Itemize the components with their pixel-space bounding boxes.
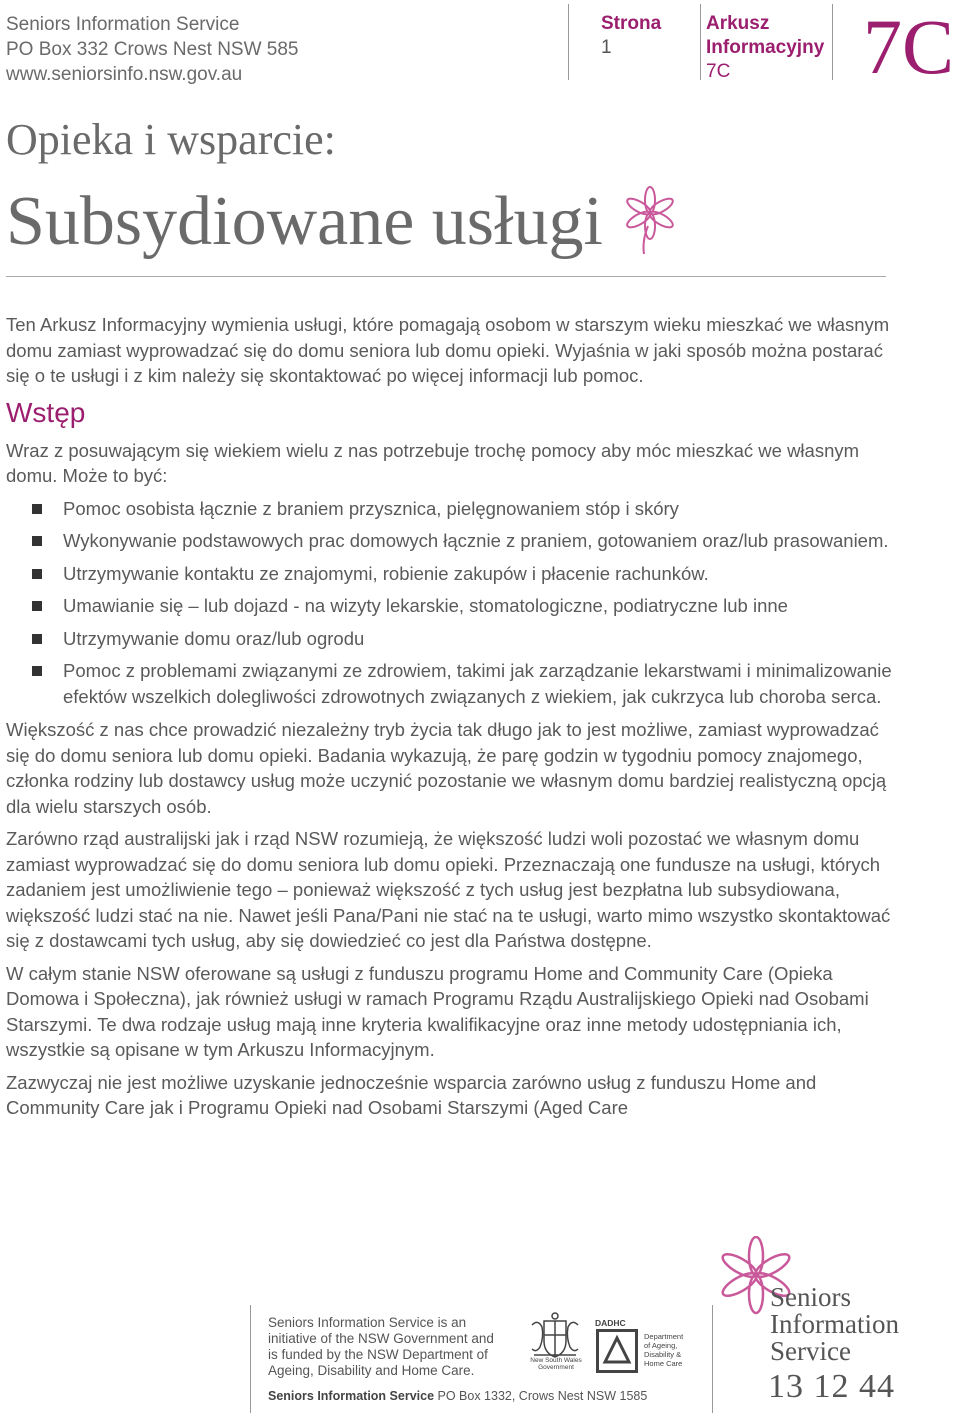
list-item-text: Umawianie się – lub dojazd - na wizyty lekarskie, stomatologiczne, podiatryczne lub inne bbox=[63, 595, 788, 616]
sheet-label-line1: Arkusz bbox=[706, 13, 770, 34]
logo-line: Seniors bbox=[770, 1282, 851, 1312]
org-name: Seniors Information Service bbox=[6, 14, 240, 35]
intro-paragraph: Ten Arkusz Informacyjny wymienia usługi, które pomagają osobom w starszym wieku mieszkać we własnym domu zamiast wyprowadzać się do domu seniora lub domu opieki. Wyjaśnia w jaki sposób można postarać się o te usługi i z kim należy się skontaktować po więcej informacji lub pomoc. bbox=[6, 314, 890, 386]
logo-wordmark bbox=[770, 1284, 899, 1365]
list-item bbox=[6, 593, 896, 619]
flower-icon bbox=[622, 186, 678, 256]
section-intro: Wraz z posuwającym się wiekiem wielu z nas potrzebuje trochę pomocy aby móc mieszkać we własnym domu. Może to być: bbox=[6, 439, 860, 486]
sheet-label-line2: Informacyjny bbox=[706, 37, 825, 58]
footer-address bbox=[268, 1389, 647, 1403]
footer-line: is funded by the NSW Department of bbox=[268, 1347, 488, 1362]
sheet-number: 7C bbox=[706, 61, 731, 82]
body-paragraph: W całym stanie NSW oferowane są usługi z funduszu programu Home and Community Care (Opieka Domowa i Społeczna), jak również usługi w ramach Programu Rządu Australijskiego Opieki nad Osobami Starszymi. Te dwa rodzaje usług mają inne kryteria kwalifikacyjne oraz inne metody udostępniania ich, wszystkie są opisane w tym Arkuszu Informacyjnym. bbox=[6, 962, 869, 1060]
dadhc-text bbox=[644, 1332, 712, 1368]
dadhc-line: Home Care bbox=[644, 1359, 683, 1368]
main-content bbox=[6, 312, 896, 1128]
footer-divider-right bbox=[712, 1305, 713, 1413]
dadhc-logo bbox=[595, 1318, 638, 1373]
org-address: PO Box 332 Crows Nest NSW 585 bbox=[6, 39, 299, 60]
square-bullet-icon bbox=[32, 569, 42, 579]
footer-line: Seniors Information Service is an bbox=[268, 1315, 467, 1330]
footer-address-rest: PO Box 1332, Crows Nest NSW 1585 bbox=[434, 1389, 648, 1403]
footer-line: Ageing, Disability and Home Care. bbox=[268, 1363, 475, 1378]
footer bbox=[250, 1305, 712, 1413]
footer-text bbox=[268, 1315, 494, 1379]
logo-line: Service bbox=[770, 1336, 851, 1366]
list-item bbox=[6, 658, 896, 709]
footer-line: initiative of the NSW Government and bbox=[268, 1331, 494, 1346]
body-paragraph: Zazwyczaj nie jest możliwe uzyskanie jednocześnie wsparcia zarówno usług z funduszu Home and Community Care jak i Programu Opieki nad Osobami Starszymi (Aged Care bbox=[6, 1071, 817, 1118]
square-bullet-icon bbox=[32, 634, 42, 644]
list-item-text: Pomoc osobista łącznie z braniem przysznica, pielęgnowaniem stóp i skóry bbox=[63, 497, 679, 519]
dadhc-mark-icon bbox=[599, 1332, 635, 1370]
list-item-text: Utrzymywanie kontaktu ze znajomymi, robienie zakupów i płacenie rachunków. bbox=[63, 562, 709, 584]
body-paragraph: Zarówno rząd australijski jak i rząd NSW rozumieją, że większość ludzi woli pozostać we własnym domu zamiast wyprowadzać się do domu seniora lub domu opieki. Przeznaczają one fundusze na usługi, których zadaniem jest umożliwienie tego – ponieważ większość z tych usług jest bezpłatna lub subsydiowana, większość ludzi stać na nie. Nawet jeśli Pana/Pani nie stać na te usługi, warto mimo wszystko skontaktować się z dostawcami tych usług, aby się dowiedzieć co jest dla Państwa dostępne. bbox=[6, 828, 891, 951]
page-title-line2: Subsydiowane usługi bbox=[6, 183, 603, 260]
dadhc-line: Disability & bbox=[644, 1350, 682, 1359]
title-rule bbox=[6, 276, 886, 277]
list-item bbox=[6, 626, 896, 652]
dadhc-line: Department bbox=[644, 1332, 684, 1341]
section-heading: Wstęp bbox=[6, 396, 86, 428]
logo-phone-number: 13 12 44 bbox=[768, 1368, 895, 1405]
organisation-block bbox=[6, 12, 299, 87]
list-item bbox=[6, 528, 896, 554]
logo-line: Information bbox=[770, 1309, 899, 1339]
square-bullet-icon bbox=[32, 666, 42, 676]
service-list bbox=[6, 496, 896, 710]
footer-divider-left bbox=[250, 1305, 251, 1413]
header-divider-3 bbox=[832, 4, 833, 80]
page-number: 1 bbox=[601, 37, 612, 58]
square-bullet-icon bbox=[32, 504, 42, 514]
crest-label: New South Wales Government bbox=[530, 1357, 582, 1371]
page-title-line1: Opieka i wsparcie: bbox=[6, 115, 336, 164]
square-bullet-icon bbox=[32, 601, 42, 611]
list-item-text: Wykonywanie podstawowych prac domowych łącznie z praniem, gotowaniem oraz/lub prasowaniem. bbox=[63, 530, 889, 551]
body-paragraph: Większość z nas chce prowadzić niezależny tryb życia tak długo jak to jest możliwe, zamiast wyprowadzać się do domu seniora lub domu opieki. Badania wykazują, że parę godzin w tygodniu pomocy znajomego, członka rodziny lub dostawcy usług może uczynić pozostanie we własnym domu bardziej realistyczną opcją dla wielu starszych osób. bbox=[6, 719, 887, 817]
list-item-text: Utrzymywanie domu oraz/lub ogrodu bbox=[63, 627, 365, 649]
list-item bbox=[6, 561, 896, 587]
header-divider-2 bbox=[700, 4, 701, 80]
dadhc-line: of Ageing, bbox=[644, 1341, 678, 1350]
page-label: Strona bbox=[601, 13, 662, 34]
header-divider-1 bbox=[568, 4, 569, 80]
square-bullet-icon bbox=[32, 536, 42, 546]
sheet-code: 7C bbox=[862, 3, 954, 90]
list-item-text: Pomoc z problemami związanymi ze zdrowiem, takimi jak zarządzanie lekarstwami i minimalizowanie efektów wszelkich dolegliwości zdrowotnych związanych z wiekiem, jak cukrzyca lub choroba serca. bbox=[63, 660, 892, 707]
list-item bbox=[6, 496, 896, 522]
footer-address-org: Seniors Information Service bbox=[268, 1389, 435, 1403]
seniors-info-logo bbox=[720, 1236, 952, 1412]
dadhc-abbr: DADHC bbox=[595, 1318, 626, 1328]
org-website: www.seniorsinfo.nsw.gov.au bbox=[6, 64, 243, 85]
